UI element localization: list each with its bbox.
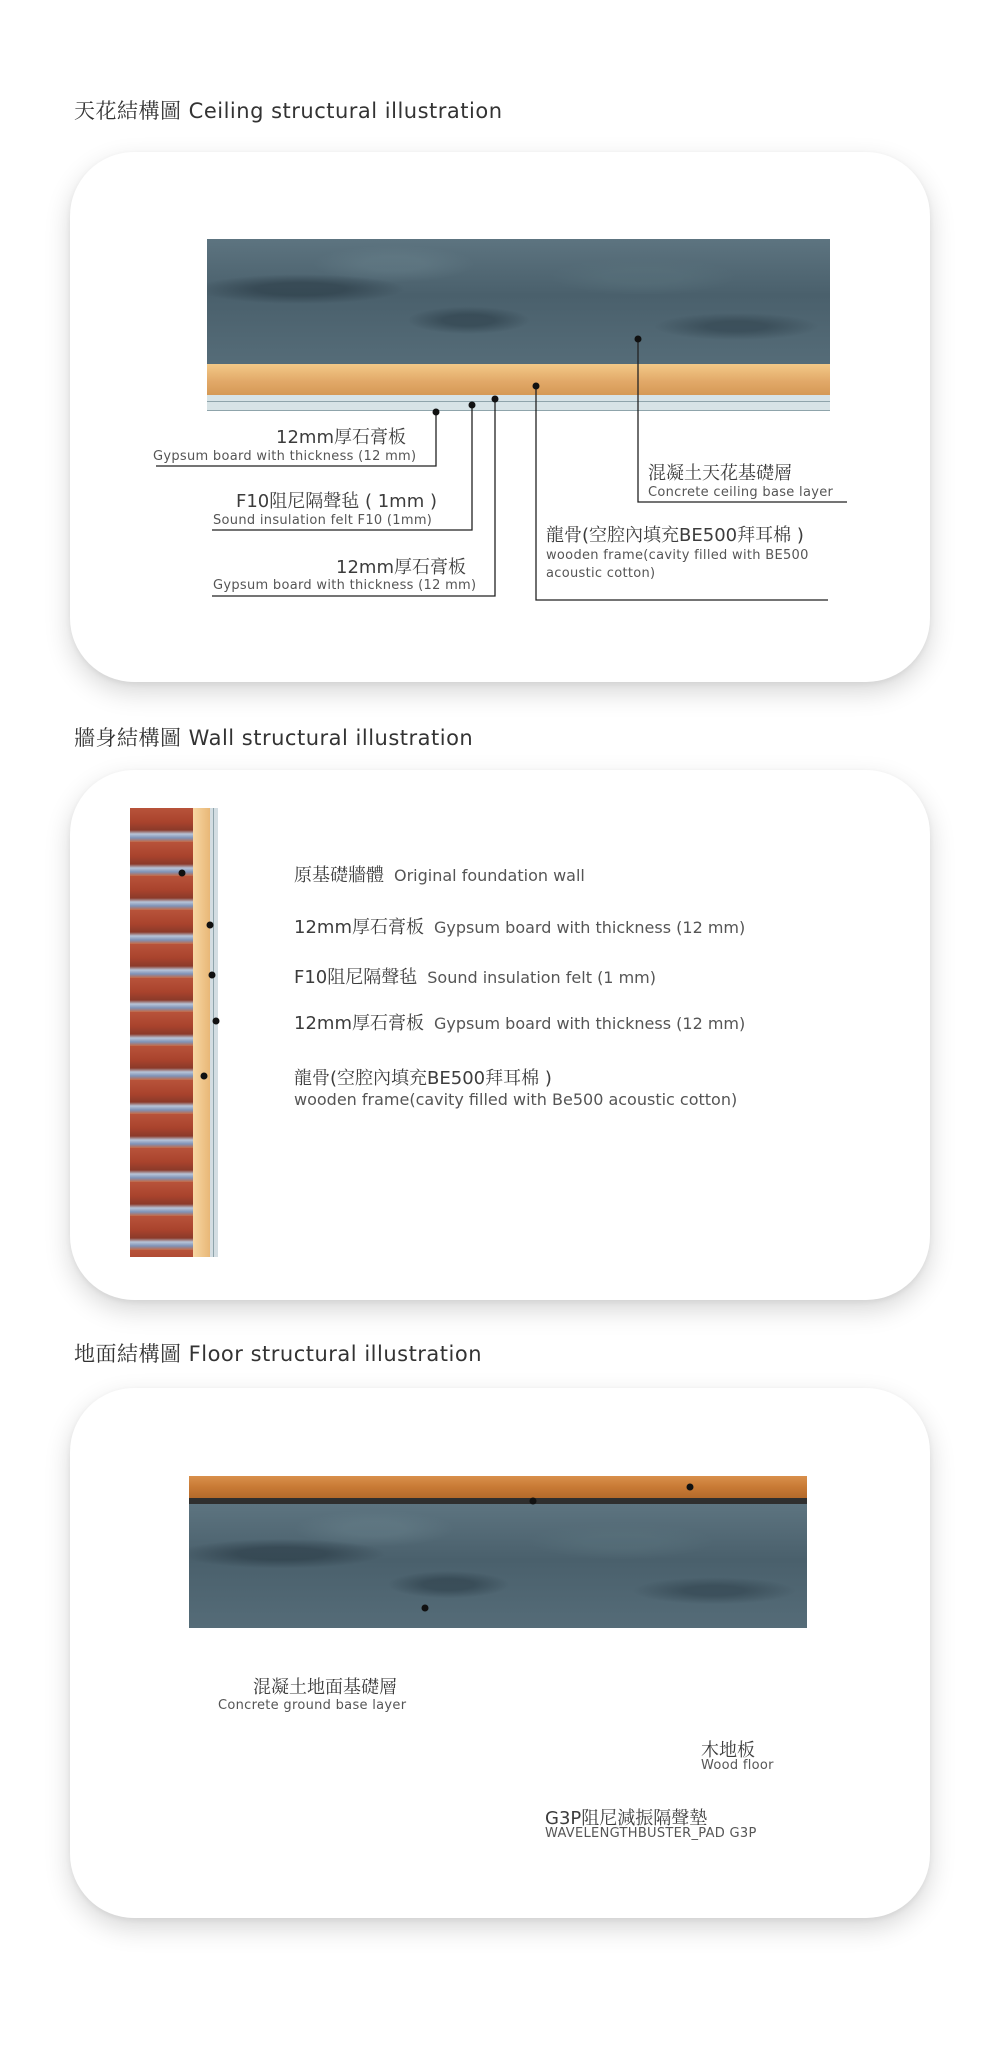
wall-section-title: 牆身結構圖 Wall structural illustration — [74, 726, 474, 750]
ceiling-felt-label-en: Sound insulation felt F10 (1mm) — [213, 513, 433, 528]
floor-section-title: 地面結構圖 Floor structural illustration — [74, 1342, 483, 1366]
ceiling-felt-label-cn: F10阻尼隔聲毡 ( 1mm ) — [236, 491, 437, 512]
floor-pad-label-cn: G3P阻尼減振隔聲墊 — [545, 1808, 708, 1829]
wall-gyp1-label-en: Gypsum board with thickness (12 mm) — [433, 918, 746, 937]
wall-gyp2-label-cn: 12mm厚石膏板 — [294, 1013, 424, 1034]
ceiling-frame-marker — [533, 383, 540, 390]
ceiling-gyp1-label-cn: 12mm厚石膏板 — [276, 427, 406, 448]
floor-diagram-card — [70, 1388, 930, 1918]
wall-felt-label — [294, 963, 656, 989]
ceiling-gyp2-marker — [492, 396, 499, 403]
floor-concrete-label-cn: 混凝土地面基礎層 — [253, 1677, 397, 1698]
ceiling-section-title: 天花結構圖 Ceiling structural illustration — [74, 99, 503, 123]
ceiling-concrete-label-cn: 混凝土天花基礎層 — [648, 463, 792, 484]
floor-concrete-label-en: Concrete ground base layer — [218, 1698, 407, 1713]
ceiling-frame-label-en-1: wooden frame(cavity filled with BE500 — [546, 548, 809, 563]
wall-foundation-label-cn: 原基礎牆體 — [294, 865, 384, 886]
floor-wood-label-cn: 木地板 — [701, 1740, 755, 1761]
wall-gyp1-label — [294, 913, 745, 939]
wall-foundation-label — [294, 861, 585, 887]
wall-gyp1-marker — [207, 922, 214, 929]
wall-gyp2-label-en: Gypsum board with thickness (12 mm) — [433, 1014, 746, 1033]
floor-concrete-layer — [189, 1504, 807, 1628]
ceiling-frame-label-en-2: acoustic cotton) — [546, 566, 656, 581]
wall-felt-label-cn: F10阻尼隔聲毡 — [294, 967, 418, 988]
wall-frame-marker — [201, 1073, 208, 1080]
wall-wooden-frame-layer — [193, 808, 210, 1257]
ceiling-frame-label-cn: 龍骨(空腔內填充BE500拜耳棉 ) — [546, 525, 804, 546]
floor-wood-label-en: Wood floor — [701, 1758, 774, 1773]
wall-frame-label-cn: 龍骨(空腔內填充BE500拜耳棉 ) — [294, 1068, 552, 1089]
ceiling-concrete-label-en: Concrete ceiling base layer — [648, 485, 834, 500]
wall-gyp2-marker — [213, 1018, 220, 1025]
floor-wood-layer — [189, 1476, 807, 1498]
wall-frame-label-en: wooden frame(cavity filled with Be500 acoustic cotton) — [294, 1090, 738, 1109]
ceiling-gyp1-label-en: Gypsum board with thickness (12 mm) — [153, 449, 417, 464]
wall-gyp1-label-cn: 12mm厚石膏板 — [294, 917, 424, 938]
floor-concrete-marker — [422, 1605, 429, 1612]
ceiling-gyp2-label-en: Gypsum board with thickness (12 mm) — [213, 578, 477, 593]
floor-pad-label-en: WAVELENGTHBUSTER_PAD G3P — [545, 1826, 757, 1841]
floor-pad-marker — [530, 1498, 537, 1505]
wall-felt-marker — [209, 972, 216, 979]
wall-gyp2-label — [294, 1009, 745, 1035]
wall-felt-label-en: Sound insulation felt (1 mm) — [427, 968, 656, 987]
wall-foundation-marker — [179, 870, 186, 877]
ceiling-gyp2-label-cn: 12mm厚石膏板 — [336, 557, 466, 578]
wall-foundation-label-en: Original foundation wall — [394, 866, 585, 885]
floor-wood-marker — [687, 1484, 694, 1491]
ceiling-concrete-marker — [635, 336, 642, 343]
ceiling-felt-marker — [469, 402, 476, 409]
ceiling-gyp1-marker — [433, 409, 440, 416]
wall-gypsum-board-layer-2 — [214, 808, 218, 1257]
